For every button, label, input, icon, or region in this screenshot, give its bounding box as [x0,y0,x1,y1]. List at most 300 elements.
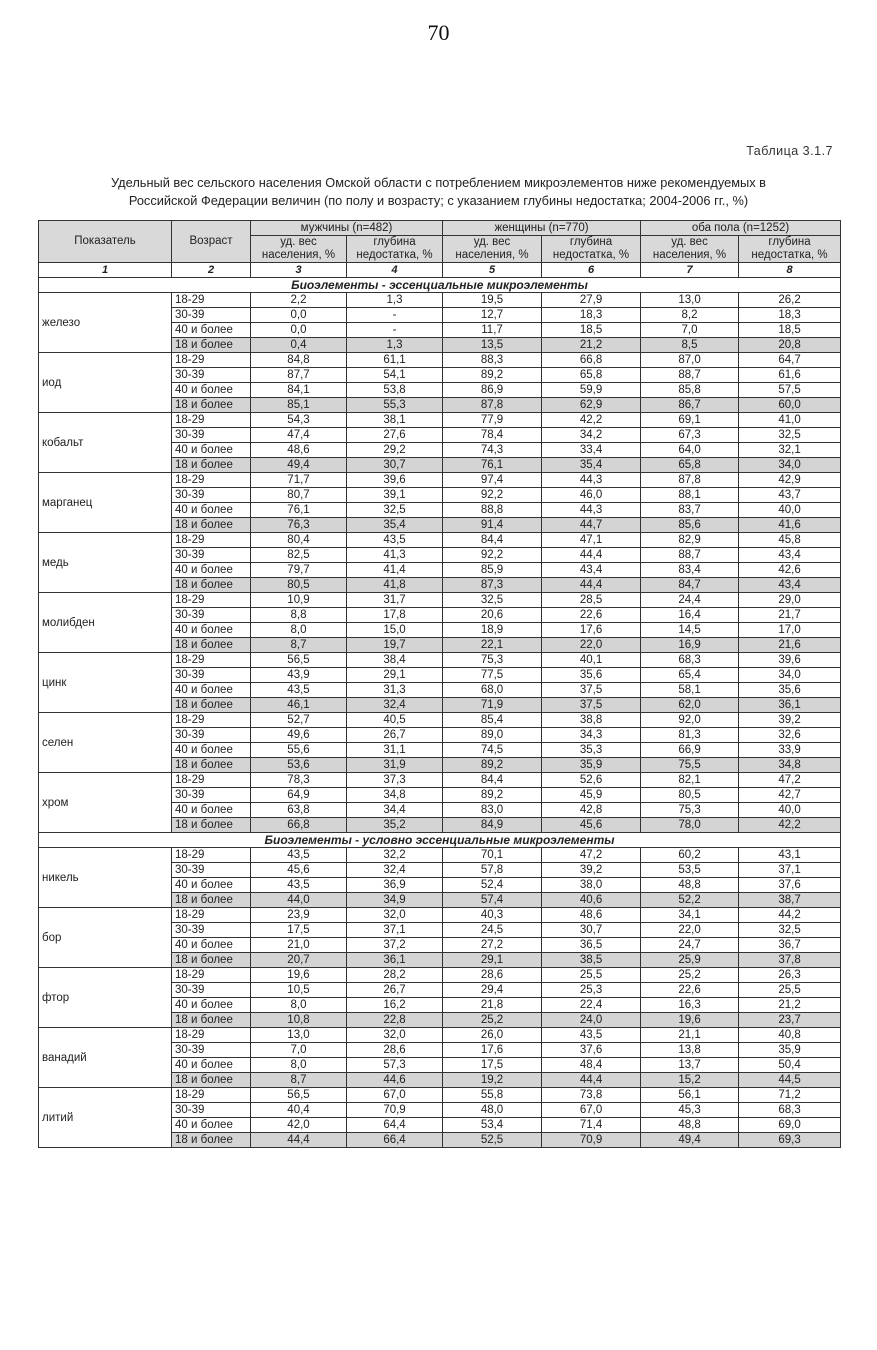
value-cell: 64,0 [641,443,739,458]
value-cell: 56,5 [251,653,347,668]
value-cell: 19,6 [251,968,347,983]
column-number: 2 [172,263,251,278]
value-cell: 27,2 [443,938,542,953]
value-cell: 88,8 [443,503,542,518]
value-cell: 28,5 [542,593,641,608]
value-cell: 79,7 [251,563,347,578]
value-cell: 68,0 [443,683,542,698]
value-cell: 45,6 [251,863,347,878]
age-cell: 18-29 [172,968,251,983]
table-row [39,413,841,428]
value-cell: 31,3 [347,683,443,698]
value-cell: 75,5 [641,758,739,773]
value-cell: 47,1 [542,533,641,548]
value-cell: 21,8 [443,998,542,1013]
section-title: Биоэлементы - эссенциальные микроэлементы [39,278,841,293]
value-cell: 40,6 [542,893,641,908]
value-cell: 49,6 [251,728,347,743]
value-cell: - [347,323,443,338]
value-cell: 69,0 [739,1118,841,1133]
value-cell: 22,4 [542,998,641,1013]
value-cell: 54,3 [251,413,347,428]
age-cell: 40 и более [172,563,251,578]
age-cell: 30-39 [172,788,251,803]
value-cell: 49,4 [641,1133,739,1148]
value-cell: 26,3 [739,968,841,983]
value-cell: 64,9 [251,788,347,803]
value-cell: 8,7 [251,1073,347,1088]
value-cell: 36,7 [739,938,841,953]
value-cell: 19,5 [443,293,542,308]
value-cell: 42,9 [739,473,841,488]
value-cell: 40,4 [251,1103,347,1118]
value-cell: 39,2 [739,713,841,728]
age-cell: 40 и более [172,503,251,518]
value-cell: 48,8 [641,878,739,893]
section-header-row [39,278,841,293]
value-cell: 65,8 [542,368,641,383]
age-cell: 18-29 [172,353,251,368]
value-cell: 21,7 [739,608,841,623]
value-cell: 37,1 [739,863,841,878]
header-men-share: уд. вес населения, % [251,236,347,263]
value-cell: 10,5 [251,983,347,998]
value-cell: 68,3 [739,1103,841,1118]
value-cell: 74,3 [443,443,542,458]
value-cell: 82,1 [641,773,739,788]
table-row [39,653,841,668]
value-cell: 34,9 [347,893,443,908]
value-cell: 21,6 [739,638,841,653]
value-cell: 42,7 [739,788,841,803]
age-cell: 18-29 [172,848,251,863]
value-cell: 38,1 [347,413,443,428]
value-cell: 32,5 [443,593,542,608]
value-cell: 56,5 [251,1088,347,1103]
value-cell: 43,5 [251,683,347,698]
value-cell: 43,9 [251,668,347,683]
value-cell: 42,2 [739,818,841,833]
section-title: Биоэлементы - условно эссенциальные микроэлементы [39,833,841,848]
value-cell: 83,0 [443,803,542,818]
table-row [39,713,841,728]
age-cell: 40 и более [172,938,251,953]
age-cell: 18 и более [172,1073,251,1088]
age-cell: 40 и более [172,1118,251,1133]
value-cell: 55,3 [347,398,443,413]
age-cell: 18 и более [172,1133,251,1148]
value-cell: 39,6 [347,473,443,488]
value-cell: 12,7 [443,308,542,323]
value-cell: 8,8 [251,608,347,623]
value-cell: 40,3 [443,908,542,923]
value-cell: 44,2 [739,908,841,923]
value-cell: 37,5 [542,698,641,713]
value-cell: 71,9 [443,698,542,713]
value-cell: 37,6 [739,878,841,893]
value-cell: 32,0 [347,1028,443,1043]
value-cell: 39,2 [542,863,641,878]
value-cell: 52,2 [641,893,739,908]
value-cell: 87,8 [443,398,542,413]
value-cell: 77,5 [443,668,542,683]
value-cell: 32,0 [347,908,443,923]
value-cell: 36,1 [347,953,443,968]
value-cell: 67,3 [641,428,739,443]
value-cell: 53,6 [251,758,347,773]
value-cell: 25,5 [542,968,641,983]
value-cell: 88,3 [443,353,542,368]
age-cell: 18-29 [172,653,251,668]
value-cell: 69,3 [739,1133,841,1148]
value-cell: 41,0 [739,413,841,428]
value-cell: 43,5 [251,848,347,863]
value-cell: 84,8 [251,353,347,368]
value-cell: 85,9 [443,563,542,578]
value-cell: 0,0 [251,308,347,323]
value-cell: 78,3 [251,773,347,788]
value-cell: 37,5 [542,683,641,698]
element-name: бор [39,908,172,968]
value-cell: 44,3 [542,503,641,518]
value-cell: 2,2 [251,293,347,308]
table-row [39,1088,841,1103]
value-cell: 83,4 [641,563,739,578]
value-cell: 56,1 [641,1088,739,1103]
age-cell: 30-39 [172,428,251,443]
value-cell: 18,3 [739,308,841,323]
value-cell: 43,5 [347,533,443,548]
value-cell: 35,4 [347,518,443,533]
value-cell: 52,7 [251,713,347,728]
value-cell: 82,5 [251,548,347,563]
value-cell: 84,4 [443,773,542,788]
header-both-depth: глубина недостатка, % [739,236,841,263]
age-cell: 18 и более [172,758,251,773]
value-cell: 45,3 [641,1103,739,1118]
value-cell: 91,4 [443,518,542,533]
value-cell: 43,4 [739,578,841,593]
value-cell: 18,3 [542,308,641,323]
value-cell: 26,2 [739,293,841,308]
value-cell: 44,7 [542,518,641,533]
value-cell: 34,4 [347,803,443,818]
value-cell: 87,0 [641,353,739,368]
element-name: иод [39,353,172,413]
value-cell: 24,0 [542,1013,641,1028]
age-cell: 18 и более [172,398,251,413]
value-cell: 74,5 [443,743,542,758]
value-cell: 32,2 [347,848,443,863]
value-cell: 35,4 [542,458,641,473]
value-cell: 31,9 [347,758,443,773]
value-cell: 16,2 [347,998,443,1013]
element-name: литий [39,1088,172,1148]
value-cell: 63,8 [251,803,347,818]
value-cell: 62,0 [641,698,739,713]
value-cell: 78,0 [641,818,739,833]
value-cell: 85,8 [641,383,739,398]
value-cell: 40,5 [347,713,443,728]
value-cell: 43,5 [542,1028,641,1043]
header-indicator: Показатель [39,221,172,263]
value-cell: 19,6 [641,1013,739,1028]
age-cell: 40 и более [172,443,251,458]
table-label: Таблица 3.1.7 [746,144,833,158]
value-cell: 22,0 [641,923,739,938]
value-cell: 32,4 [347,698,443,713]
table-row [39,968,841,983]
value-cell: 38,8 [542,713,641,728]
age-cell: 30-39 [172,368,251,383]
header-women: женщины (n=770) [443,221,641,236]
value-cell: 60,0 [739,398,841,413]
value-cell: 40,8 [739,1028,841,1043]
value-cell: 10,9 [251,593,347,608]
value-cell: 87,3 [443,578,542,593]
column-number: 7 [641,263,739,278]
value-cell: 34,2 [542,428,641,443]
value-cell: 35,2 [347,818,443,833]
value-cell: 48,6 [251,443,347,458]
value-cell: 52,5 [443,1133,542,1148]
age-cell: 18 и более [172,458,251,473]
value-cell: 38,7 [739,893,841,908]
age-cell: 40 и более [172,1058,251,1073]
value-cell: 35,6 [542,668,641,683]
value-cell: 1,3 [347,338,443,353]
value-cell: 34,1 [641,908,739,923]
value-cell: 77,9 [443,413,542,428]
value-cell: 43,4 [739,548,841,563]
header-men: мужчины (n=482) [251,221,443,236]
value-cell: 85,6 [641,518,739,533]
value-cell: 17,5 [443,1058,542,1073]
column-number: 8 [739,263,841,278]
age-cell: 30-39 [172,548,251,563]
value-cell: 43,1 [739,848,841,863]
value-cell: 20,7 [251,953,347,968]
value-cell: 44,3 [542,473,641,488]
age-cell: 30-39 [172,668,251,683]
table-row [39,1028,841,1043]
value-cell: 75,3 [443,653,542,668]
value-cell: 32,1 [739,443,841,458]
value-cell: 28,6 [443,968,542,983]
value-cell: 76,1 [443,458,542,473]
value-cell: 7,0 [251,1043,347,1058]
value-cell: 82,9 [641,533,739,548]
element-name: молибден [39,593,172,653]
column-number: 1 [39,263,172,278]
age-cell: 18-29 [172,593,251,608]
value-cell: 42,8 [542,803,641,818]
value-cell: 52,4 [443,878,542,893]
value-cell: 0,0 [251,323,347,338]
value-cell: 71,7 [251,473,347,488]
age-cell: 40 и более [172,383,251,398]
value-cell: 80,4 [251,533,347,548]
value-cell: 43,4 [542,563,641,578]
value-cell: 57,8 [443,863,542,878]
value-cell: 48,6 [542,908,641,923]
column-number: 4 [347,263,443,278]
value-cell: 53,8 [347,383,443,398]
value-cell: 13,7 [641,1058,739,1073]
value-cell: 89,2 [443,788,542,803]
value-cell: 88,7 [641,548,739,563]
value-cell: 29,2 [347,443,443,458]
value-cell: 75,3 [641,803,739,818]
value-cell: 25,5 [739,983,841,998]
value-cell: 34,3 [542,728,641,743]
value-cell: 92,2 [443,548,542,563]
value-cell: 42,2 [542,413,641,428]
value-cell: 26,0 [443,1028,542,1043]
column-number: 5 [443,263,542,278]
value-cell: 34,8 [739,758,841,773]
value-cell: 20,6 [443,608,542,623]
data-table [38,220,841,1148]
value-cell: 31,1 [347,743,443,758]
value-cell: 28,6 [347,1043,443,1058]
value-cell: 48,4 [542,1058,641,1073]
age-cell: 18-29 [172,713,251,728]
table-row [39,353,841,368]
age-cell: 18-29 [172,773,251,788]
value-cell: 67,0 [347,1088,443,1103]
element-name: ванадий [39,1028,172,1088]
age-cell: 30-39 [172,728,251,743]
value-cell: 86,9 [443,383,542,398]
age-cell: 18-29 [172,533,251,548]
value-cell: 13,8 [641,1043,739,1058]
value-cell: 45,8 [739,533,841,548]
value-cell: 44,4 [542,1073,641,1088]
age-cell: 18 и более [172,698,251,713]
value-cell: 44,4 [542,548,641,563]
element-name: селен [39,713,172,773]
age-cell: 30-39 [172,488,251,503]
value-cell: 87,8 [641,473,739,488]
value-cell: 85,4 [443,713,542,728]
value-cell: 69,1 [641,413,739,428]
value-cell: 21,1 [641,1028,739,1043]
age-cell: 40 и более [172,683,251,698]
value-cell: 89,2 [443,758,542,773]
value-cell: 27,6 [347,428,443,443]
value-cell: 35,3 [542,743,641,758]
value-cell: 25,2 [443,1013,542,1028]
value-cell: 44,6 [347,1073,443,1088]
value-cell: 32,5 [739,428,841,443]
value-cell: 28,2 [347,968,443,983]
value-cell: 19,2 [443,1073,542,1088]
value-cell: 80,5 [251,578,347,593]
header-women-depth: глубина недостатка, % [542,236,641,263]
value-cell: 29,4 [443,983,542,998]
value-cell: 35,9 [739,1043,841,1058]
value-cell: 38,0 [542,878,641,893]
value-cell: 66,8 [251,818,347,833]
value-cell: 32,6 [739,728,841,743]
value-cell: 37,6 [542,1043,641,1058]
value-cell: 62,9 [542,398,641,413]
value-cell: 83,7 [641,503,739,518]
value-cell: 64,7 [739,353,841,368]
table-row [39,773,841,788]
age-cell: 18 и более [172,818,251,833]
column-number: 3 [251,263,347,278]
value-cell: 70,1 [443,848,542,863]
table-row [39,473,841,488]
value-cell: 42,6 [739,563,841,578]
value-cell: 48,0 [443,1103,542,1118]
element-name: никель [39,848,172,908]
value-cell: 14,5 [641,623,739,638]
age-cell: 40 и более [172,743,251,758]
value-cell: 76,1 [251,503,347,518]
value-cell: 78,4 [443,428,542,443]
value-cell: 41,8 [347,578,443,593]
value-cell: 42,0 [251,1118,347,1133]
value-cell: 8,7 [251,638,347,653]
value-cell: 45,6 [542,818,641,833]
value-cell: 33,9 [739,743,841,758]
value-cell: 13,5 [443,338,542,353]
value-cell: 8,0 [251,1058,347,1073]
value-cell: 25,2 [641,968,739,983]
value-cell: 23,9 [251,908,347,923]
element-name: хром [39,773,172,833]
element-name: цинк [39,653,172,713]
value-cell: 48,8 [641,1118,739,1133]
value-cell: 64,4 [347,1118,443,1133]
value-cell: 29,1 [443,953,542,968]
age-cell: 18 и более [172,893,251,908]
age-cell: 18-29 [172,1028,251,1043]
value-cell: 76,3 [251,518,347,533]
table-row [39,908,841,923]
element-name: фтор [39,968,172,1028]
age-cell: 40 и более [172,803,251,818]
value-cell: 44,0 [251,893,347,908]
value-cell: 54,1 [347,368,443,383]
value-cell: 15,0 [347,623,443,638]
table-body [39,278,841,1148]
value-cell: 8,0 [251,623,347,638]
value-cell: 41,6 [739,518,841,533]
value-cell: 52,6 [542,773,641,788]
age-cell: 30-39 [172,1043,251,1058]
age-cell: 18 и более [172,338,251,353]
value-cell: 18,9 [443,623,542,638]
age-cell: 18-29 [172,293,251,308]
value-cell: 58,1 [641,683,739,698]
value-cell: 21,0 [251,938,347,953]
value-cell: 22,6 [542,608,641,623]
value-cell: 17,5 [251,923,347,938]
value-cell: 57,3 [347,1058,443,1073]
value-cell: 38,4 [347,653,443,668]
value-cell: 44,4 [542,578,641,593]
value-cell: 22,6 [641,983,739,998]
value-cell: 84,1 [251,383,347,398]
value-cell: 37,8 [739,953,841,968]
value-cell: 13,0 [251,1028,347,1043]
value-cell: 66,9 [641,743,739,758]
value-cell: 46,0 [542,488,641,503]
